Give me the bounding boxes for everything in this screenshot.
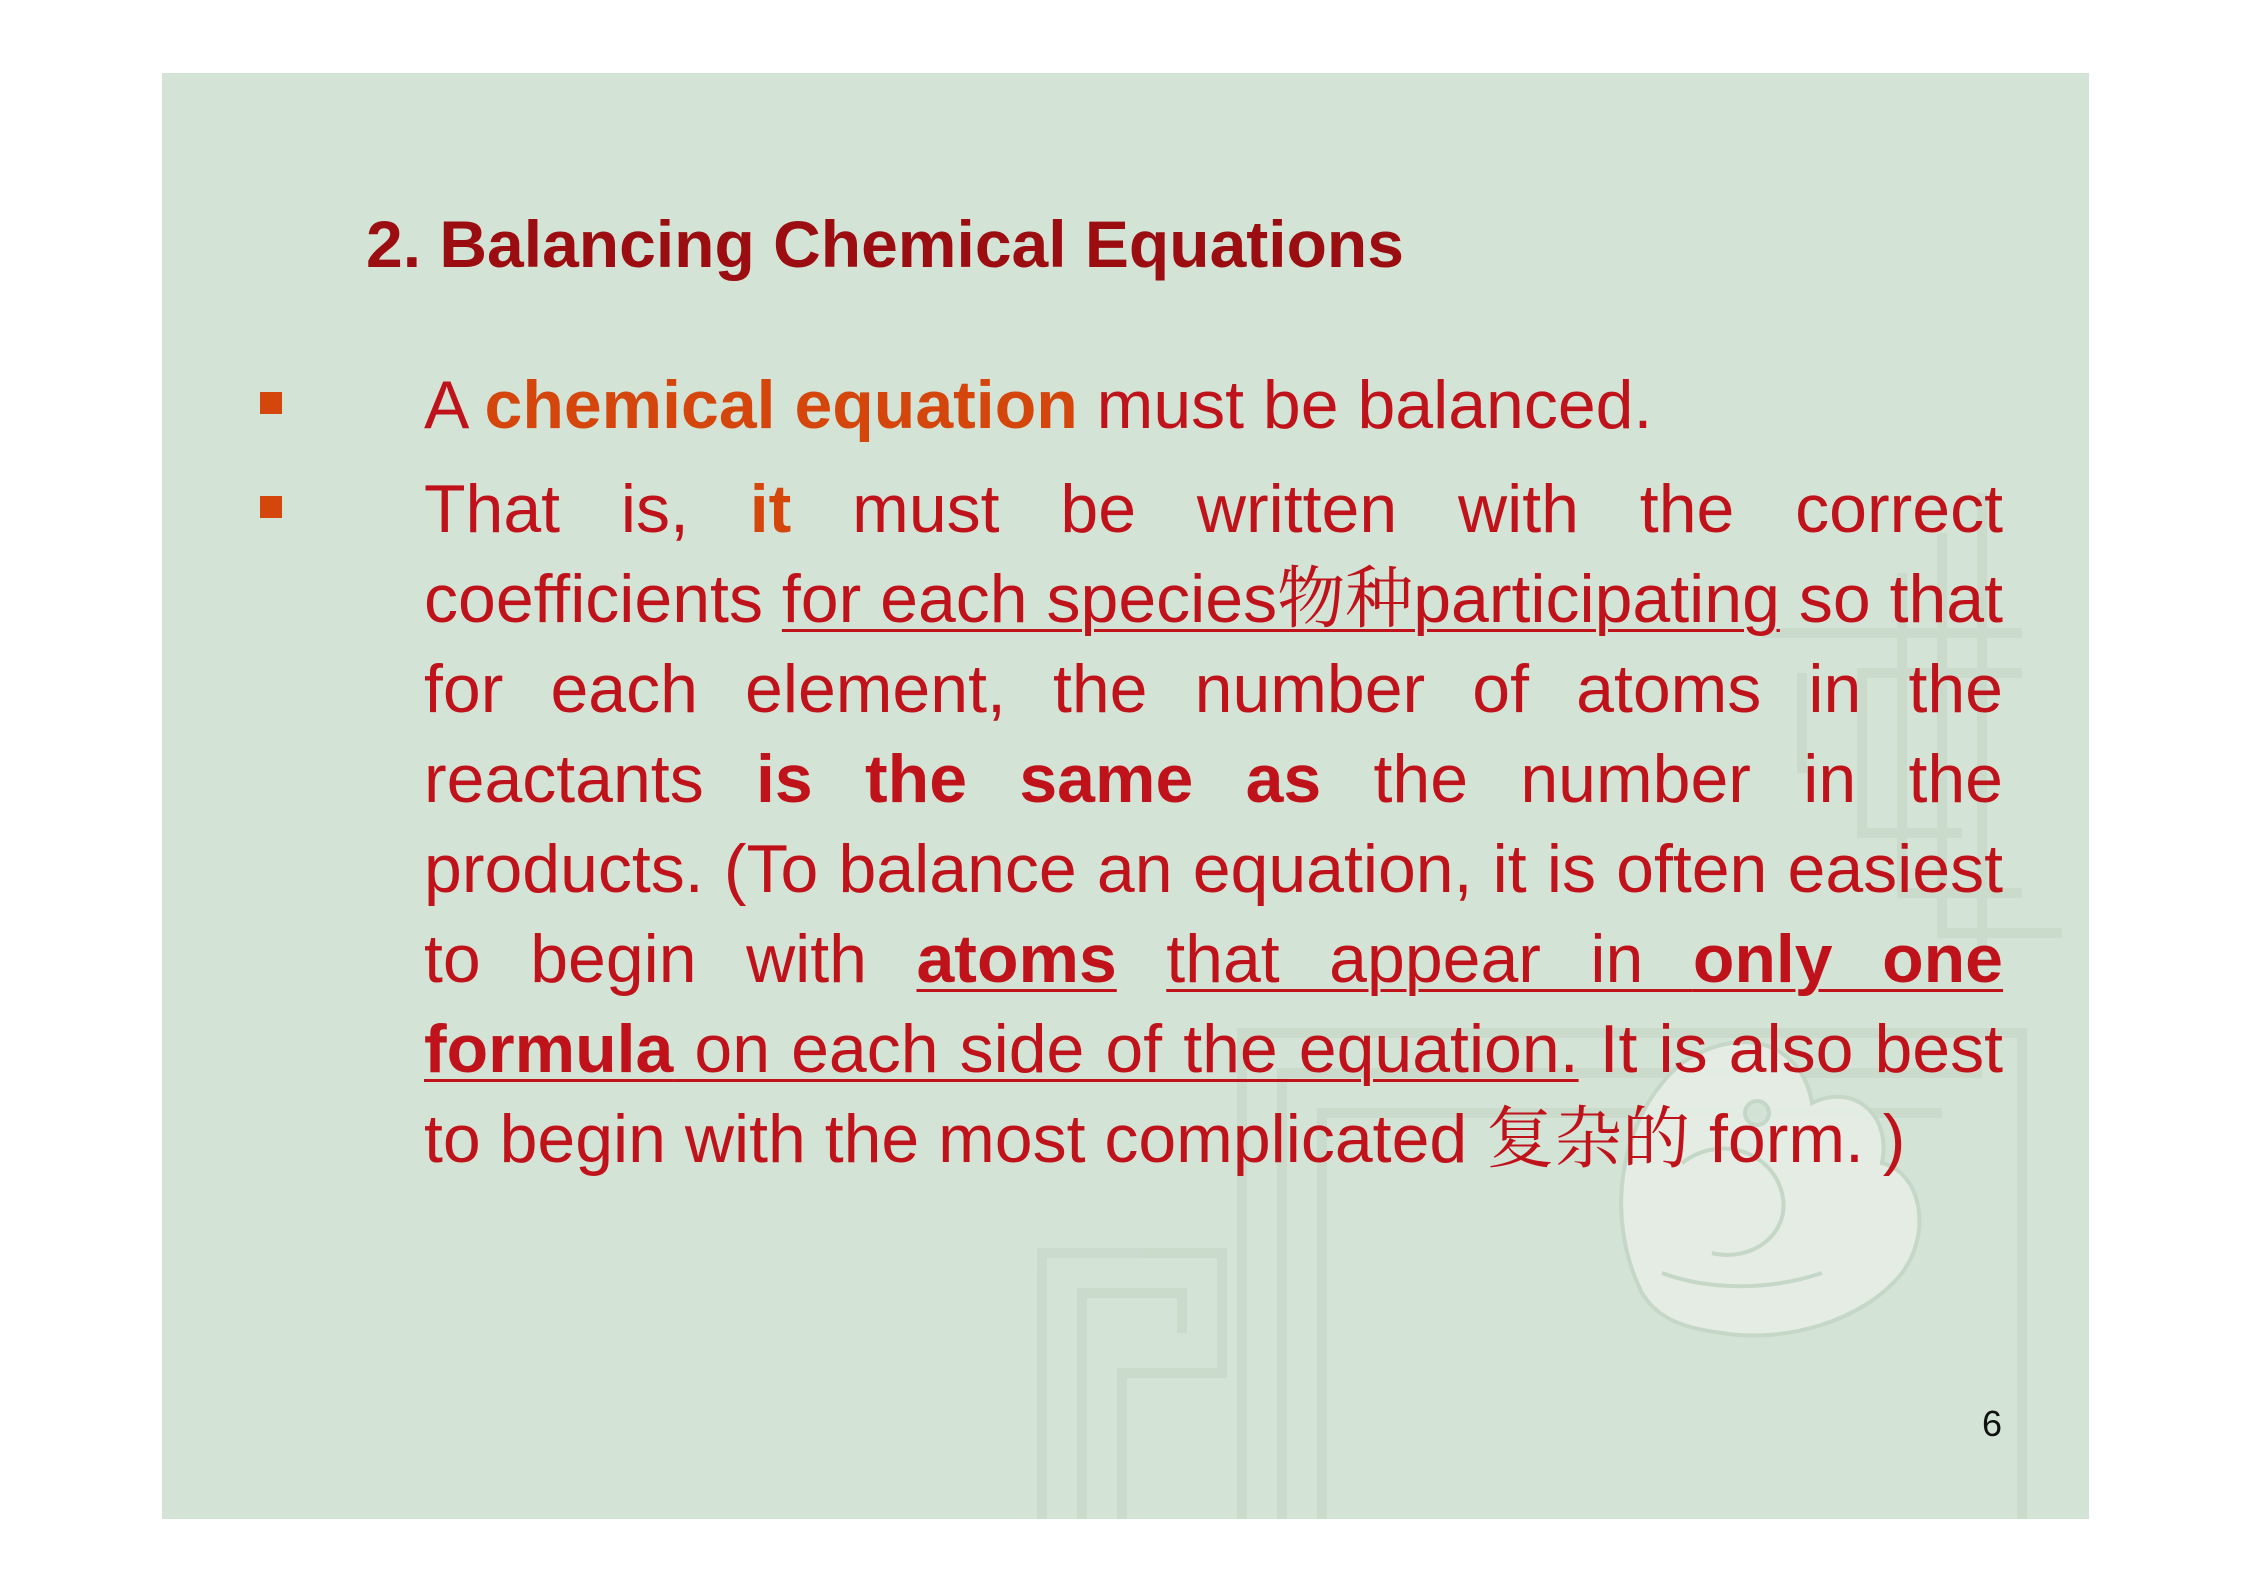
text-run: It is also best to begin with the most complicated	[424, 1011, 2003, 1177]
bullet-text	[424, 464, 2003, 1185]
underlined-phrase: that appear in	[1166, 921, 1693, 997]
slide-title: 2. Balancing Chemical Equations	[366, 207, 1404, 281]
text-run: must be written with the correct coefficients	[424, 471, 2003, 637]
text-run	[1117, 921, 1167, 997]
bullet-item	[260, 360, 2003, 450]
text-run: must be balanced.	[1077, 367, 1653, 443]
text-run: so that for each element, the number of atoms in the reactants	[424, 561, 2003, 817]
square-bullet-icon	[260, 392, 282, 414]
page-number: 6	[1982, 1403, 2003, 1444]
bullet-list	[260, 360, 2003, 1199]
underlined-phrase: on each side of the equation.	[673, 1011, 1579, 1087]
underlined-phrase: for each species物种participating	[781, 561, 1780, 637]
bullet-item	[260, 464, 2003, 1185]
bold-phrase: is the same as	[756, 741, 1322, 817]
bullet-text	[424, 360, 2003, 450]
text-run: A	[424, 367, 485, 443]
text-run: That is,	[424, 471, 750, 547]
bold-underlined-phrase: only one formula	[424, 921, 2003, 1087]
emphasis-term: it	[749, 471, 792, 547]
emphasis-term: chemical equation	[484, 367, 1078, 443]
slide	[162, 73, 2089, 1519]
cjk-text-run: 复杂的	[1486, 1100, 1691, 1179]
text-run: the number in the products. (To balance an equation, it is often easiest to begin with	[424, 741, 2003, 997]
bold-underlined-phrase: atoms	[916, 921, 1117, 997]
text-run: form. )	[1690, 1101, 1906, 1177]
square-bullet-icon	[260, 496, 282, 518]
